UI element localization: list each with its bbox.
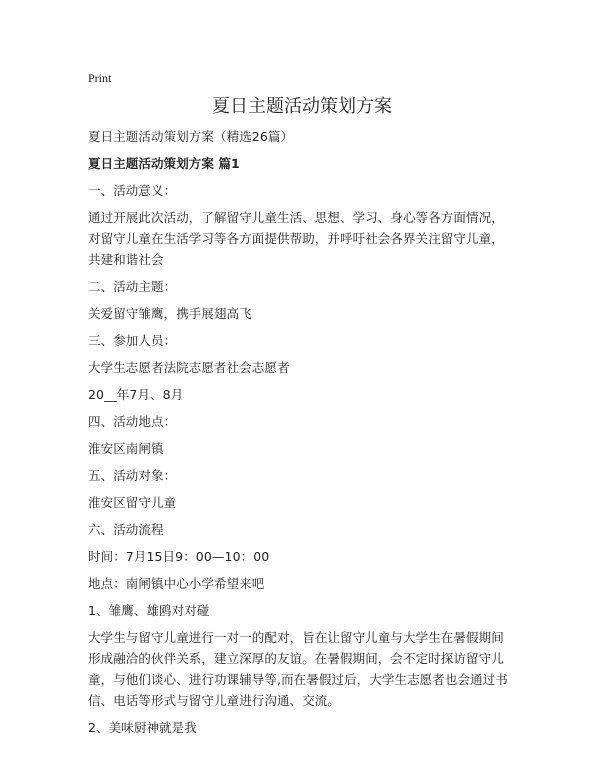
document-title: 夏日主题活动策划方案	[212, 96, 392, 117]
paragraph: 地点：南闸镇中心小学希望来吧	[88, 576, 265, 591]
paragraph: 淮安区南闸镇	[88, 441, 164, 456]
paragraph: 五、活动对象：	[88, 468, 177, 483]
paragraph: 淮安区留守儿童	[88, 495, 177, 510]
paragraph: 关爱留守雏鹰，携手展翅高飞	[88, 306, 252, 321]
paragraph: 时间：7月15日9：00—10：00	[88, 549, 270, 564]
paragraph: 二、活动主题：	[88, 279, 177, 294]
section-heading: 夏日主题活动策划方案 篇1	[88, 156, 240, 171]
paragraph: 三、参加人员：	[88, 333, 177, 348]
paragraph: 一、活动意义：	[88, 183, 177, 198]
paragraph: 六、活动流程	[88, 522, 164, 537]
paragraph: 通过开展此次活动，了解留守儿童生活、思想、学习、身心等各方面情况，对留守儿童在生活学习等各方面提供帮助，并呼吁社会各界关注留守儿童，共建和谐社会	[88, 210, 504, 267]
paragraph: 1、雏鹰、雄鸥对对碰	[88, 603, 210, 618]
paragraph: 大学生与留守儿童进行一对一的配对，旨在让留守儿童与大学生在暑假期间形成融洽的伙伴关系，建立深厚的友谊。在暑假期间，会不定时探访留守儿童，与他们谈心、进行功课辅导等,而在暑假过后，大学生志愿者也会通过书信、电话等形式与留守儿童进行沟通、交流。	[88, 630, 508, 708]
paragraph: 四、活动地点：	[88, 414, 177, 429]
paragraph: 大学生志愿者法院志愿者社会志愿者	[88, 360, 290, 375]
subtitle: 夏日主题活动策划方案（精选26篇）	[88, 129, 294, 144]
paragraph: 20__年7月、8月	[88, 387, 184, 402]
print-link[interactable]: Print	[88, 71, 112, 85]
document	[88, 70, 516, 744]
paragraph: 2、美味厨神就是我	[88, 720, 197, 735]
